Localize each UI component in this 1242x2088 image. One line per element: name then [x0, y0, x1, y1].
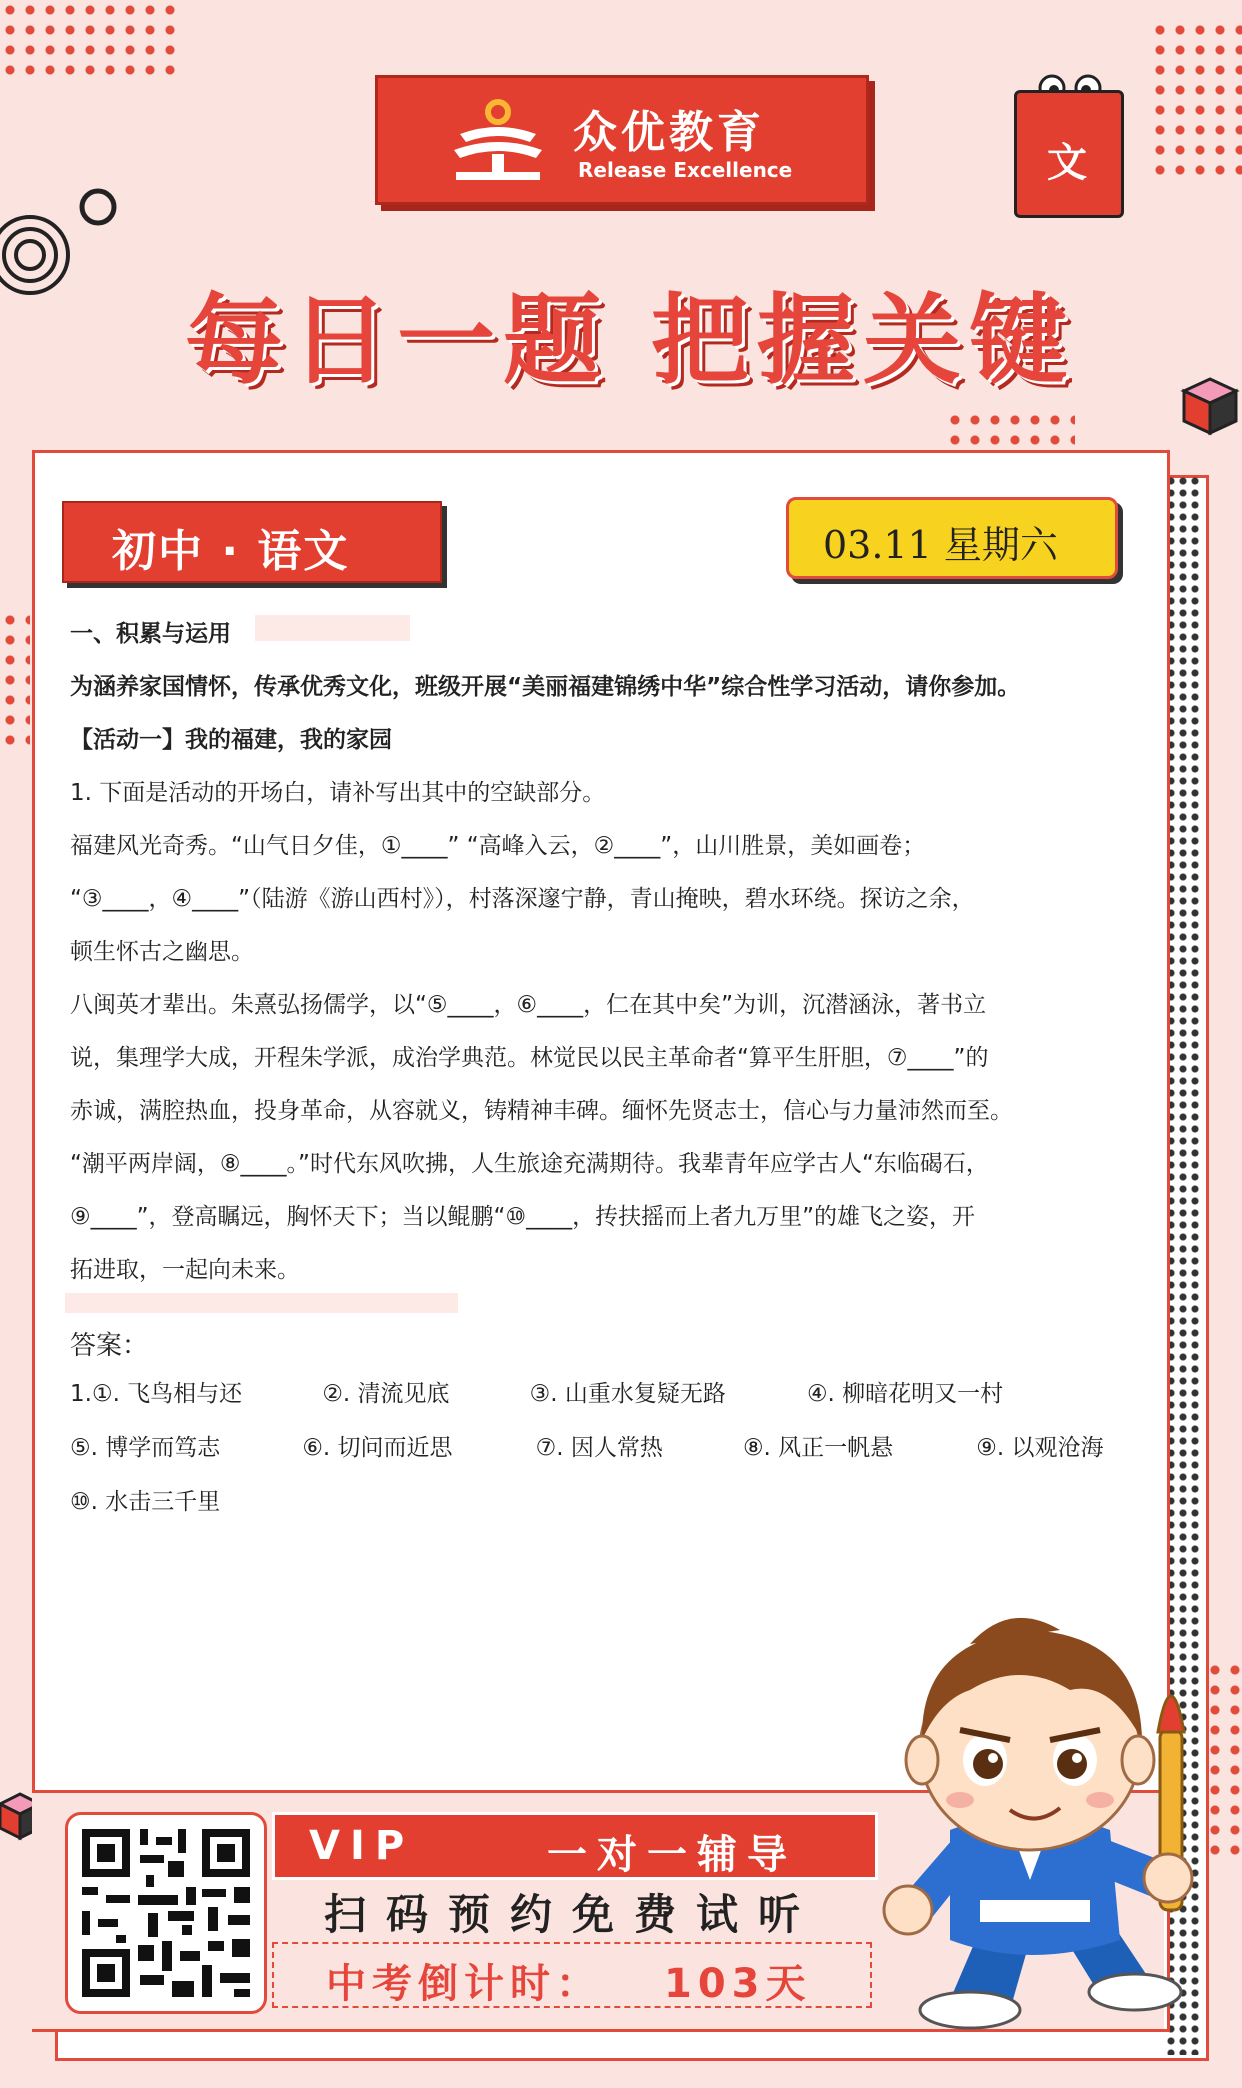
decor-dots-mid-right: [945, 410, 1075, 450]
decor-circles: [0, 185, 130, 325]
cube-icon: [1180, 375, 1242, 437]
passage-line: “潮平两岸阔，⑧____。”时代东风吹拂，人生旅途充满期待。我辈青年应学古人“东临碣石，: [70, 1151, 989, 1177]
question-content: [70, 608, 1120, 1297]
passage-line: 顿生怀古之幽思。: [70, 939, 254, 965]
answer-item: ③. 山重水复疑无路: [529, 1381, 726, 1407]
activity-title: 【活动一】我的福建，我的家园: [70, 727, 392, 753]
tutoring-label: 一对一辅导: [547, 1832, 797, 1878]
answer-item: ⑤. 博学而笃志: [70, 1435, 221, 1461]
answer-item: 1.①. 飞鸟相与还: [70, 1381, 243, 1407]
decor-dots-top-right: [1150, 20, 1242, 180]
answer-title: 答案：: [70, 1331, 149, 1361]
decor-dots-left: [0, 610, 30, 750]
subject-badge-label: 文: [1047, 140, 1087, 186]
mascot-illustration: [860, 1600, 1220, 2040]
passage-line: 赤诚，满腔热血，投身革命，从容就义，铸精神丰碑。缅怀先贤志士，信心与力量沛然而至。: [70, 1098, 1013, 1124]
scan-prompt: 扫码预约免费试听: [323, 1890, 820, 1939]
answer-item: ⑥. 切问而近思: [302, 1435, 453, 1461]
answer-row: [70, 1375, 1130, 1429]
answer-row: [70, 1483, 1130, 1537]
answer-section: [70, 1325, 1130, 1537]
passage-line: ⑨____”，登高瞩远，胸怀天下；当以鲲鹏“⑩____，抟扶摇而上者九万里”的雄飞之姿，开: [70, 1204, 975, 1230]
decor-dots-top-left: [0, 0, 185, 80]
subject-tag-label: 初中 · 语文: [112, 526, 350, 577]
subject-tag: [62, 501, 442, 583]
subject-badge: [1014, 90, 1124, 218]
passage-line: 福建风光奇秀。“山气日夕佳，①____” “高峰入云，②____”，山川胜景，美如画卷；: [70, 833, 926, 859]
logo-mark-icon: [448, 98, 548, 182]
date-tag-label: 03.11 星期六: [823, 523, 1058, 567]
passage-line: 八闽英才辈出。朱熹弘扬儒学，以“⑤____，⑥____，仁在其中矣”为训，沉潜涵泳，著书立: [70, 992, 987, 1018]
brand-logo: [375, 75, 869, 205]
answer-row: [70, 1429, 1130, 1483]
date-tag: [786, 497, 1118, 579]
question-intro: 为涵养家国情怀，传承优秀文化，班级开展“美丽福建锦绣中华”综合性学习活动，请你参加。: [70, 674, 1021, 700]
answer-item: ⑩. 水击三千里: [70, 1489, 221, 1515]
passage-line: 说，集理学大成，开程朱学派，成治学典范。林觉民以民主革命者“算平生肝胆，⑦____”的: [70, 1045, 989, 1071]
countdown-label: 中考倒计时：: [326, 1961, 602, 2007]
qr-code[interactable]: [65, 1812, 267, 2014]
page-headline: 每日一题 把握关键: [184, 284, 1076, 398]
answer-item: ⑧. 风正一帆悬: [742, 1435, 894, 1461]
brand-name: 众优教育: [573, 107, 765, 158]
vip-label: VIP: [309, 1823, 415, 1869]
brand-tagline: Release Excellence: [578, 158, 793, 182]
passage-line: “③____，④____”（陆游《游山西村》），村落深邃宁静，青山掩映，碧水环绕。探访之余，: [70, 886, 975, 912]
answer-item: ⑨. 以观沧海: [976, 1435, 1104, 1461]
qr-code-icon: [68, 1815, 264, 2011]
exam-countdown: [272, 1942, 872, 2008]
countdown-value: 103天: [664, 1961, 812, 2007]
answer-item: ④. 柳暗花明又一村: [806, 1381, 1004, 1407]
vip-banner: [272, 1812, 878, 1880]
answer-item: ⑦. 因人常热: [535, 1435, 663, 1461]
question-prompt: 1. 下面是活动的开场白，请补写出其中的空缺部分。: [70, 780, 606, 806]
passage-line: 拓进取，一起向未来。: [70, 1257, 300, 1283]
answer-item: ②. 清流见底: [322, 1381, 450, 1407]
section-title: 一、积累与运用: [70, 621, 231, 647]
